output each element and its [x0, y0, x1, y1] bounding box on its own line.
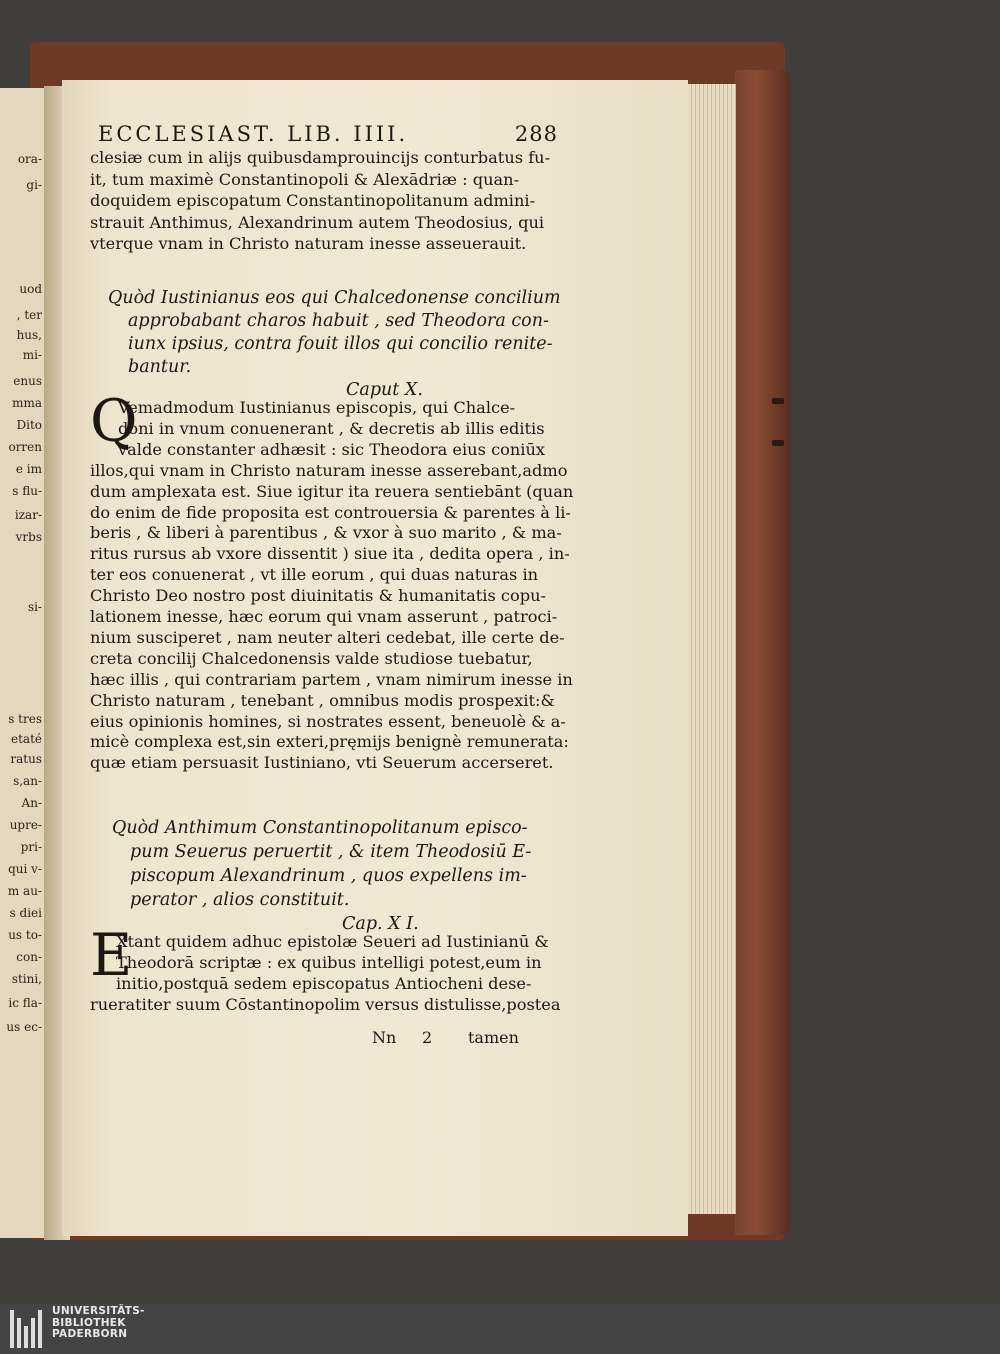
library-name [52, 1306, 145, 1341]
signature-number: 2 [422, 1028, 433, 1047]
text-line: it, tum maximè Constantinopoli & Alexādriæ : quan- [90, 169, 520, 189]
text-line: valde constanter adhæsit : sic Theodora eius coniūx [118, 439, 546, 459]
margin-fragment: vrbs [15, 530, 42, 544]
library-line: UNIVERSITÄTS- [52, 1305, 145, 1317]
page-number: 288 [514, 122, 558, 146]
margin-fragment: s,an- [13, 774, 42, 788]
margin-fragment: us to- [8, 928, 42, 942]
text-line: clesiæ cum in alijs quibusdamprouincijs conturbatus fu- [90, 148, 551, 167]
text-line: hæc illis , qui contrariam partem , vnam nimirum inesse in [90, 669, 573, 689]
margin-fragment: ora- [17, 152, 42, 166]
clasp-mark [772, 398, 784, 404]
text-line: perator , alios constituit. [130, 890, 350, 910]
text-line: bantur. [128, 357, 192, 377]
library-logo-icon [10, 1310, 48, 1348]
text-line: Christo naturam , tenebant , omnibus modis prospexit:& [90, 690, 555, 710]
margin-fragment: stini, [11, 972, 42, 986]
text-line: pum Seuerus peruertit , & item Theodosiū E- [130, 842, 532, 862]
margin-fragment: , ter [16, 308, 42, 322]
text-line: creta concilij Chalcedonensis valde studiose tuebatur, [90, 648, 533, 668]
text-line: Vemadmodum Iustinianus episcopis, qui Chalce- [118, 398, 516, 417]
cover-fore-edge [735, 70, 790, 1235]
text-line: iunx ipsius, contra fouit illos qui concilio renite- [128, 334, 553, 354]
text-line: dum amplexata est. Siue igitur ita reuera sentiebānt (quan [90, 481, 574, 501]
text-line: Caput X. [346, 380, 423, 400]
clasp-mark [772, 440, 784, 446]
library-line: PADERBORN [52, 1328, 128, 1340]
text-line: micè complexa est,sin exteri,pręmijs benignè remunerata: [90, 732, 569, 752]
text-line: doni in vnum conuenerant , & decretis ab illis editis [118, 418, 545, 438]
text-line: Quòd Anthimum Constantinopolitanum episco- [112, 818, 528, 838]
catchword: tamen [468, 1028, 519, 1047]
margin-fragment: pri- [20, 840, 42, 854]
text-line: Xtant quidem adhuc epistolæ Seueri ad Iustinianū & [116, 932, 549, 951]
drop-cap: Q [90, 387, 138, 455]
text-line: lationem inesse, hæc eorum qui vnam asserunt , patroci- [90, 607, 558, 626]
library-line: BIBLIOTHEK [52, 1316, 126, 1329]
text-line: rueratiter suum Cōstantinopolim versus distulisse,postea [90, 995, 561, 1014]
text-line: ter eos conuenerat , vt ille eorum , qui duas naturas in [90, 565, 539, 585]
margin-fragment: ic fla- [8, 996, 42, 1010]
margin-fragment: s flu- [12, 484, 42, 498]
text-line: nium susciperet , nam neuter alteri cedebat, ille certe de- [90, 627, 565, 647]
margin-fragment: orren [8, 440, 42, 454]
text-line: initio,postquā sedem episcopatus Antiocheni dese- [116, 974, 532, 993]
margin-fragment: mma [12, 396, 42, 410]
text-line: eius opinionis homines, si nostrates essent, beneuolè & a- [90, 711, 566, 731]
text-line: piscopum Alexandrinum , quos expellens im- [130, 866, 527, 886]
text-line: vterque vnam in Christo naturam inesse asseuerauit. [90, 234, 527, 253]
running-title: ECCLESIAST. LIB. IIII. [98, 122, 409, 146]
margin-fragment: s tres [8, 712, 42, 726]
text-line: doquidem episcopatum Constantinopolitanum admini- [90, 191, 536, 210]
text-line: Quòd Iustinianus eos qui Chalcedonense concilium [108, 288, 561, 308]
margin-fragment: us ec- [6, 1020, 42, 1034]
margin-fragment: uod [19, 282, 42, 296]
text-line: beris , & liberi à parentibus , & vxor à suo marito , & ma- [90, 523, 562, 543]
margin-fragment: upre- [9, 818, 42, 832]
margin-fragment: qui v- [8, 862, 42, 876]
text-line: Cap. X I. [342, 914, 419, 934]
text-line: Christo Deo nostro post diuinitatis & humanitatis copu- [90, 586, 546, 606]
text-line: do enim de fide proposita est controuersia & parentes à li- [90, 502, 571, 522]
page-footer [372, 1028, 519, 1047]
margin-fragment: hus, [16, 328, 42, 342]
margin-fragment: mi- [22, 348, 42, 362]
text-line: strauit Anthimus, Alexandrinum autem Theodosius, qui [90, 212, 545, 232]
text-line: Theodorā scriptæ : ex quibus intelligi potest,eum in [116, 953, 542, 972]
margin-fragment: An- [21, 796, 42, 810]
text-line: quæ etiam persuasit Iustiniano, vti Seuerum accerseret. [90, 753, 554, 773]
signature-mark: Nn [372, 1028, 397, 1047]
margin-fragment: m au- [7, 884, 42, 898]
drop-cap: E [90, 921, 133, 989]
library-footer-bar [0, 1304, 1000, 1354]
text-line: ritus rursus ab vxore dissentit ) siue ita , dedita opera , in- [90, 544, 570, 564]
margin-fragment: gi- [26, 178, 42, 192]
margin-fragment: ratus [10, 752, 42, 766]
margin-fragment: izar- [14, 508, 42, 522]
margin-fragment: enus [13, 374, 42, 388]
margin-fragment: s diei [9, 906, 42, 920]
margin-fragment: e im [15, 462, 42, 476]
margin-fragment: con- [16, 950, 42, 964]
margin-fragment: si- [27, 600, 42, 614]
running-header [98, 122, 558, 146]
text-line: approbabant charos habuit , sed Theodora con- [128, 311, 549, 331]
text-line: illos,qui vnam in Christo naturam inesse asserebant,admo [90, 460, 568, 480]
margin-fragment: Dito [16, 418, 42, 432]
margin-fragment: etaté [10, 732, 42, 746]
